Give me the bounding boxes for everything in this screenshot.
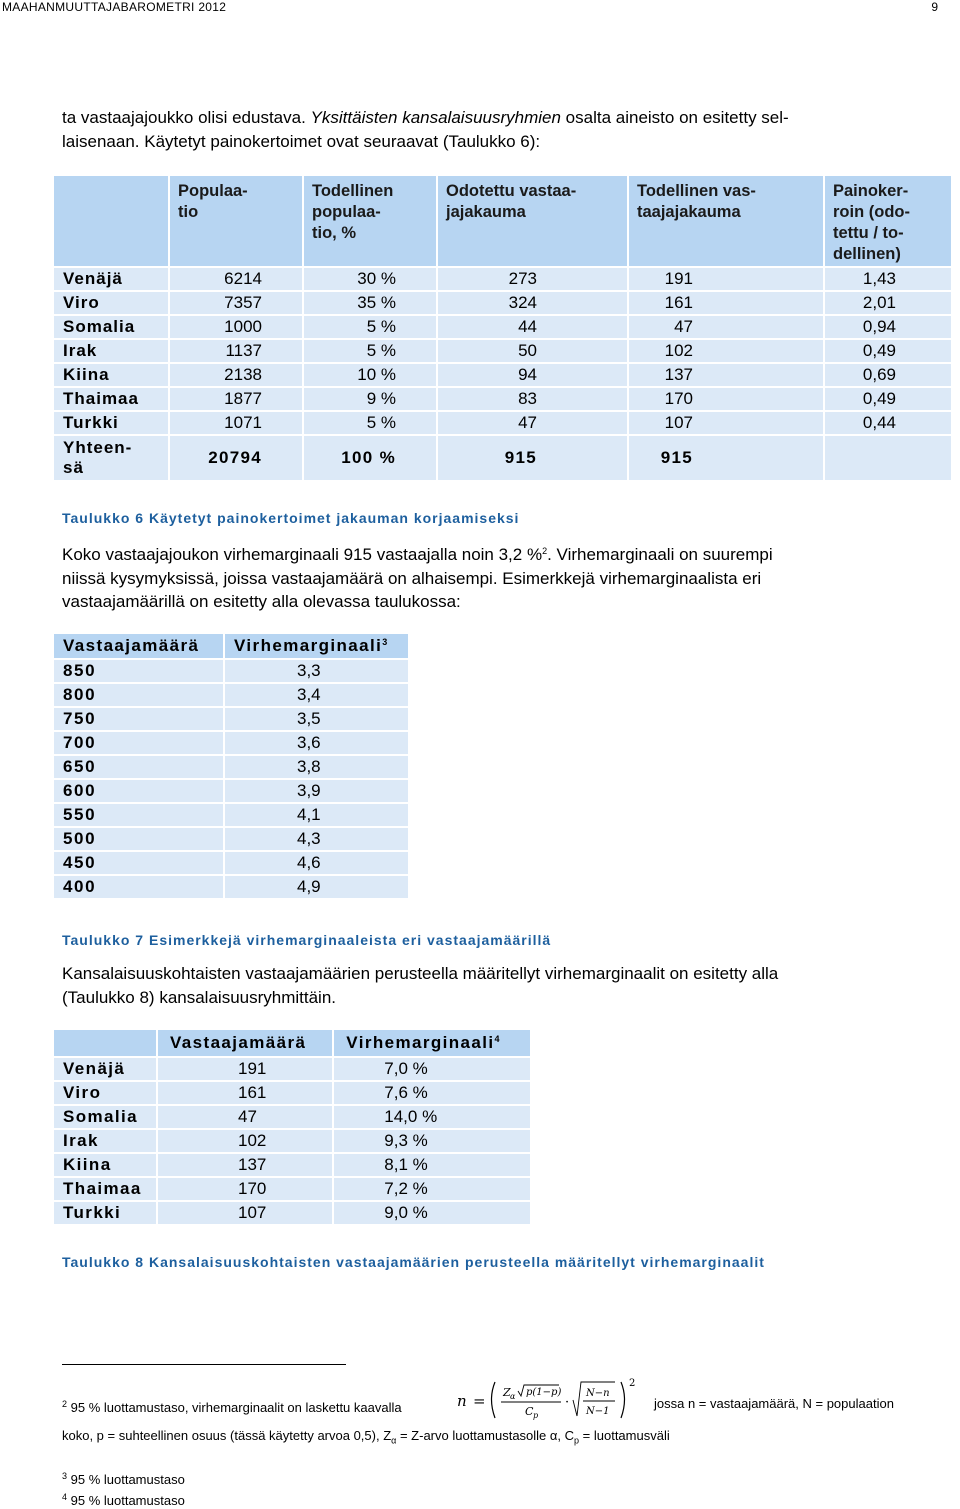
row-weight: 0,69 xyxy=(824,363,952,387)
row-weight: 2,01 xyxy=(824,291,952,315)
footnote-ref-3: 3 xyxy=(382,637,389,647)
table-row xyxy=(53,779,409,803)
row-expected: 324 xyxy=(437,291,628,315)
row-respondents: 400 xyxy=(53,875,224,899)
intro-text-line2: laisenaan. Käytetyt painokertoimet ovat seuraavat (Taulukko 6): xyxy=(62,131,541,151)
row-respondents: 500 xyxy=(53,827,224,851)
row-population: 1137 xyxy=(169,339,303,363)
row-actual: 161 xyxy=(628,291,824,315)
footnote-4-text: 95 % luottamustaso xyxy=(70,1493,185,1508)
margin-examples-header xyxy=(53,633,409,659)
total-pct: 100 % xyxy=(303,435,437,481)
footnote-3-number: 3 xyxy=(62,1471,68,1481)
nationality-text-line2: (Taulukko 8) kansalaisuusryhmittäin. xyxy=(62,987,337,1007)
table-row xyxy=(53,851,409,875)
row-weight: 0,44 xyxy=(824,411,952,435)
table-row xyxy=(53,267,952,291)
row-expected: 83 xyxy=(437,387,628,411)
table-row xyxy=(53,411,952,435)
intro-text-italic: Yksittäisten kansalaisuusryhmien xyxy=(310,108,561,127)
table-row xyxy=(53,1129,531,1153)
nationality-paragraph xyxy=(62,962,942,1009)
table-row xyxy=(53,755,409,779)
total-population: 20794 xyxy=(169,435,303,481)
margin-text-b: . Virhemarginaali on suurempi xyxy=(547,545,773,564)
table-row xyxy=(53,315,952,339)
row-country: Somalia xyxy=(53,1105,157,1129)
table-row xyxy=(53,803,409,827)
table-row xyxy=(53,1153,531,1177)
header-expected-distribution: Odotettu vastaa- jajakauma xyxy=(437,175,628,267)
footnote-2-line2-a: koko, p = suhteellinen osuus (tässä käytetty arvoa 0,5), Z xyxy=(62,1428,392,1443)
intro-text-a: ta vastaajajoukko olisi edustava. xyxy=(62,108,311,127)
formula-c: C xyxy=(525,1405,534,1418)
row-country: Viro xyxy=(53,1081,157,1105)
footnote-3-text: 95 % luottamustaso xyxy=(70,1472,185,1487)
footnote-2 xyxy=(62,1396,402,1416)
header-actual-distribution: Todellinen vas- taajajakauma xyxy=(628,175,824,267)
row-margin: 7,6 % xyxy=(333,1081,531,1105)
row-pct: 5 % xyxy=(303,339,437,363)
row-margin: 4,1 xyxy=(224,803,409,827)
row-actual: 170 xyxy=(628,387,824,411)
table-row xyxy=(53,1105,531,1129)
formula-dot: · xyxy=(565,1395,570,1410)
row-respondents: 107 xyxy=(157,1201,333,1225)
row-country: Irak xyxy=(53,1129,157,1153)
footnote-2-line2-b: = Z-arvo luottamustasolle α, C xyxy=(396,1428,575,1443)
row-weight: 0,49 xyxy=(824,387,952,411)
table-row xyxy=(53,1057,531,1081)
header-margin xyxy=(224,633,409,659)
row-actual: 137 xyxy=(628,363,824,387)
table6-caption: Taulukko 6 Käytetyt painokertoimet jakauman korjaamiseksi xyxy=(62,510,520,526)
header-blank xyxy=(53,175,169,267)
header-population: Populaa- tio xyxy=(169,175,303,267)
row-respondents: 800 xyxy=(53,683,224,707)
table-row xyxy=(53,291,952,315)
row-respondents: 550 xyxy=(53,803,224,827)
row-expected: 273 xyxy=(437,267,628,291)
table-row xyxy=(53,1201,531,1225)
table-row xyxy=(53,1177,531,1201)
formula-left-paren xyxy=(492,1382,496,1418)
footnote-2-text-a: 95 % luottamustaso, virhemarginaalit on laskettu kaavalla xyxy=(70,1400,402,1415)
row-margin: 14,0 % xyxy=(333,1105,531,1129)
row-country: Thaimaa xyxy=(53,387,169,411)
table-row xyxy=(53,339,952,363)
footnote-4-number: 4 xyxy=(62,1492,68,1502)
row-country: Irak xyxy=(53,339,169,363)
weights-table xyxy=(52,174,953,482)
footnote-2-line2 xyxy=(62,1428,670,1449)
page-header xyxy=(0,0,960,18)
formula-p-expr: p(1−p) xyxy=(526,1387,562,1398)
total-weight xyxy=(824,435,952,481)
row-country: Viro xyxy=(53,291,169,315)
footnote-3 xyxy=(62,1468,185,1488)
row-pct: 35 % xyxy=(303,291,437,315)
row-country: Thaimaa xyxy=(53,1177,157,1201)
header-blank xyxy=(53,1029,157,1057)
table8-caption: Taulukko 8 Kansalaisuuskohtaisten vastaajamäärien perusteella määritellyt virhemarginaalit xyxy=(62,1254,765,1270)
footnote-2-sub-alpha: α xyxy=(391,1435,397,1446)
row-population: 6214 xyxy=(169,267,303,291)
footnote-2-line2-c: = luottamusväli xyxy=(579,1428,670,1443)
footnote-ref-4: 4 xyxy=(494,1034,501,1044)
margin-text-line2: niissä kysymyksissä, joissa vastaajamäärä on alhaisempi. Esimerkkejä virhemarginaalista eri xyxy=(62,568,762,588)
row-pct: 9 % xyxy=(303,387,437,411)
row-respondents: 750 xyxy=(53,707,224,731)
table-row xyxy=(53,1081,531,1105)
row-weight: 0,94 xyxy=(824,315,952,339)
formula-den2: N−1 xyxy=(586,1406,610,1417)
total-row xyxy=(53,435,952,481)
header-respondents: Vastaajamäärä xyxy=(157,1029,333,1057)
row-respondents: 700 xyxy=(53,731,224,755)
nationality-margin-header xyxy=(53,1029,531,1057)
row-margin: 9,0 % xyxy=(333,1201,531,1225)
row-margin: 7,2 % xyxy=(333,1177,531,1201)
footnote-divider xyxy=(62,1364,346,1365)
intro-paragraph xyxy=(62,106,942,153)
running-title: MAAHANMUUTTAJABAROMETRI 2012 xyxy=(2,0,227,14)
table-row xyxy=(53,731,409,755)
row-margin: 4,6 xyxy=(224,851,409,875)
row-country: Somalia xyxy=(53,315,169,339)
header-respondents: Vastaajamäärä xyxy=(53,633,224,659)
intro-text-b: osalta aineisto on esitetty sel- xyxy=(560,108,789,127)
margin-examples-table xyxy=(52,632,410,900)
row-respondents: 47 xyxy=(157,1105,333,1129)
row-actual: 191 xyxy=(628,267,824,291)
row-population: 1000 xyxy=(169,315,303,339)
total-expected: 915 xyxy=(437,435,628,481)
row-country: Turkki xyxy=(53,1201,157,1225)
row-respondents: 850 xyxy=(53,659,224,683)
row-expected: 50 xyxy=(437,339,628,363)
footnote-2-sub-p: p xyxy=(574,1435,580,1446)
margin-paragraph xyxy=(62,540,942,614)
table-row xyxy=(53,363,952,387)
formula-c-sub: p xyxy=(533,1411,539,1420)
formula-n: n xyxy=(457,1392,467,1410)
row-respondents: 102 xyxy=(157,1129,333,1153)
row-population: 7357 xyxy=(169,291,303,315)
row-country: Kiina xyxy=(53,1153,157,1177)
header-margin-text: Virhemarginaali xyxy=(234,636,383,655)
header-margin-text: Virhemarginaali xyxy=(346,1033,495,1052)
page-number: 9 xyxy=(931,0,938,14)
formula-equals: = xyxy=(473,1392,486,1410)
table-row xyxy=(53,659,409,683)
row-margin: 3,4 xyxy=(224,683,409,707)
row-pct: 30 % xyxy=(303,267,437,291)
footnote-2-text-b: jossa n = vastaajamäärä, N = populaation xyxy=(654,1396,894,1411)
margin-text-a: Koko vastaajajoukon virhemarginaali 915 vastaajalla noin 3,2 % xyxy=(62,545,543,564)
formula-z-sub: α xyxy=(510,1392,516,1401)
row-pct: 5 % xyxy=(303,411,437,435)
footnote-ref-2: 2 xyxy=(542,546,548,556)
row-margin: 3,5 xyxy=(224,707,409,731)
row-expected: 44 xyxy=(437,315,628,339)
row-margin: 3,8 xyxy=(224,755,409,779)
header-actual-population-pct: Todellinen populaa- tio, % xyxy=(303,175,437,267)
row-country: Kiina xyxy=(53,363,169,387)
formula-z: Z xyxy=(503,1386,511,1399)
footnote-2-number: 2 xyxy=(62,1399,68,1409)
row-respondents: 137 xyxy=(157,1153,333,1177)
nationality-margin-table xyxy=(52,1028,532,1226)
header-weight: Painoker- roin (odo- tettu / to- dellinen) xyxy=(824,175,952,267)
row-actual: 107 xyxy=(628,411,824,435)
margin-text-line3: vastaajamäärillä on esitetty alla olevassa taulukossa: xyxy=(62,592,461,611)
row-margin: 3,3 xyxy=(224,659,409,683)
row-country: Turkki xyxy=(53,411,169,435)
row-pct: 5 % xyxy=(303,315,437,339)
row-population: 2138 xyxy=(169,363,303,387)
formula-num2: N−n xyxy=(586,1388,610,1399)
formula-exponent: 2 xyxy=(629,1378,636,1389)
row-margin: 8,1 % xyxy=(333,1153,531,1177)
row-respondents: 191 xyxy=(157,1057,333,1081)
row-margin: 3,6 xyxy=(224,731,409,755)
row-expected: 94 xyxy=(437,363,628,387)
row-expected: 47 xyxy=(437,411,628,435)
row-margin: 4,3 xyxy=(224,827,409,851)
footnote-4 xyxy=(62,1489,185,1509)
table7-caption: Taulukko 7 Esimerkkejä virhemarginaaleista eri vastaajamäärillä xyxy=(62,932,552,948)
row-pct: 10 % xyxy=(303,363,437,387)
header-margin xyxy=(333,1029,531,1057)
row-actual: 47 xyxy=(628,315,824,339)
table-row xyxy=(53,707,409,731)
margin-formula xyxy=(455,1376,655,1422)
table-row xyxy=(53,827,409,851)
row-margin: 7,0 % xyxy=(333,1057,531,1081)
table-row xyxy=(53,387,952,411)
row-respondents: 170 xyxy=(157,1177,333,1201)
table-row xyxy=(53,875,409,899)
row-population: 1071 xyxy=(169,411,303,435)
row-respondents: 161 xyxy=(157,1081,333,1105)
row-margin: 9,3 % xyxy=(333,1129,531,1153)
row-actual: 102 xyxy=(628,339,824,363)
row-respondents: 450 xyxy=(53,851,224,875)
row-respondents: 600 xyxy=(53,779,224,803)
nationality-text-line1: Kansalaisuuskohtaisten vastaajamäärien perusteella määritellyt virhemarginaalit on esitetty alla xyxy=(62,964,779,983)
formula-right-paren xyxy=(621,1382,625,1418)
total-actual: 915 xyxy=(628,435,824,481)
row-weight: 0,49 xyxy=(824,339,952,363)
row-margin: 4,9 xyxy=(224,875,409,899)
row-population: 1877 xyxy=(169,387,303,411)
row-respondents: 650 xyxy=(53,755,224,779)
weights-table-header xyxy=(53,175,952,267)
row-country: Venäjä xyxy=(53,1057,157,1081)
total-label: Yhteen- sä xyxy=(53,435,169,481)
table-row xyxy=(53,683,409,707)
row-weight: 1,43 xyxy=(824,267,952,291)
row-margin: 3,9 xyxy=(224,779,409,803)
row-country: Venäjä xyxy=(53,267,169,291)
